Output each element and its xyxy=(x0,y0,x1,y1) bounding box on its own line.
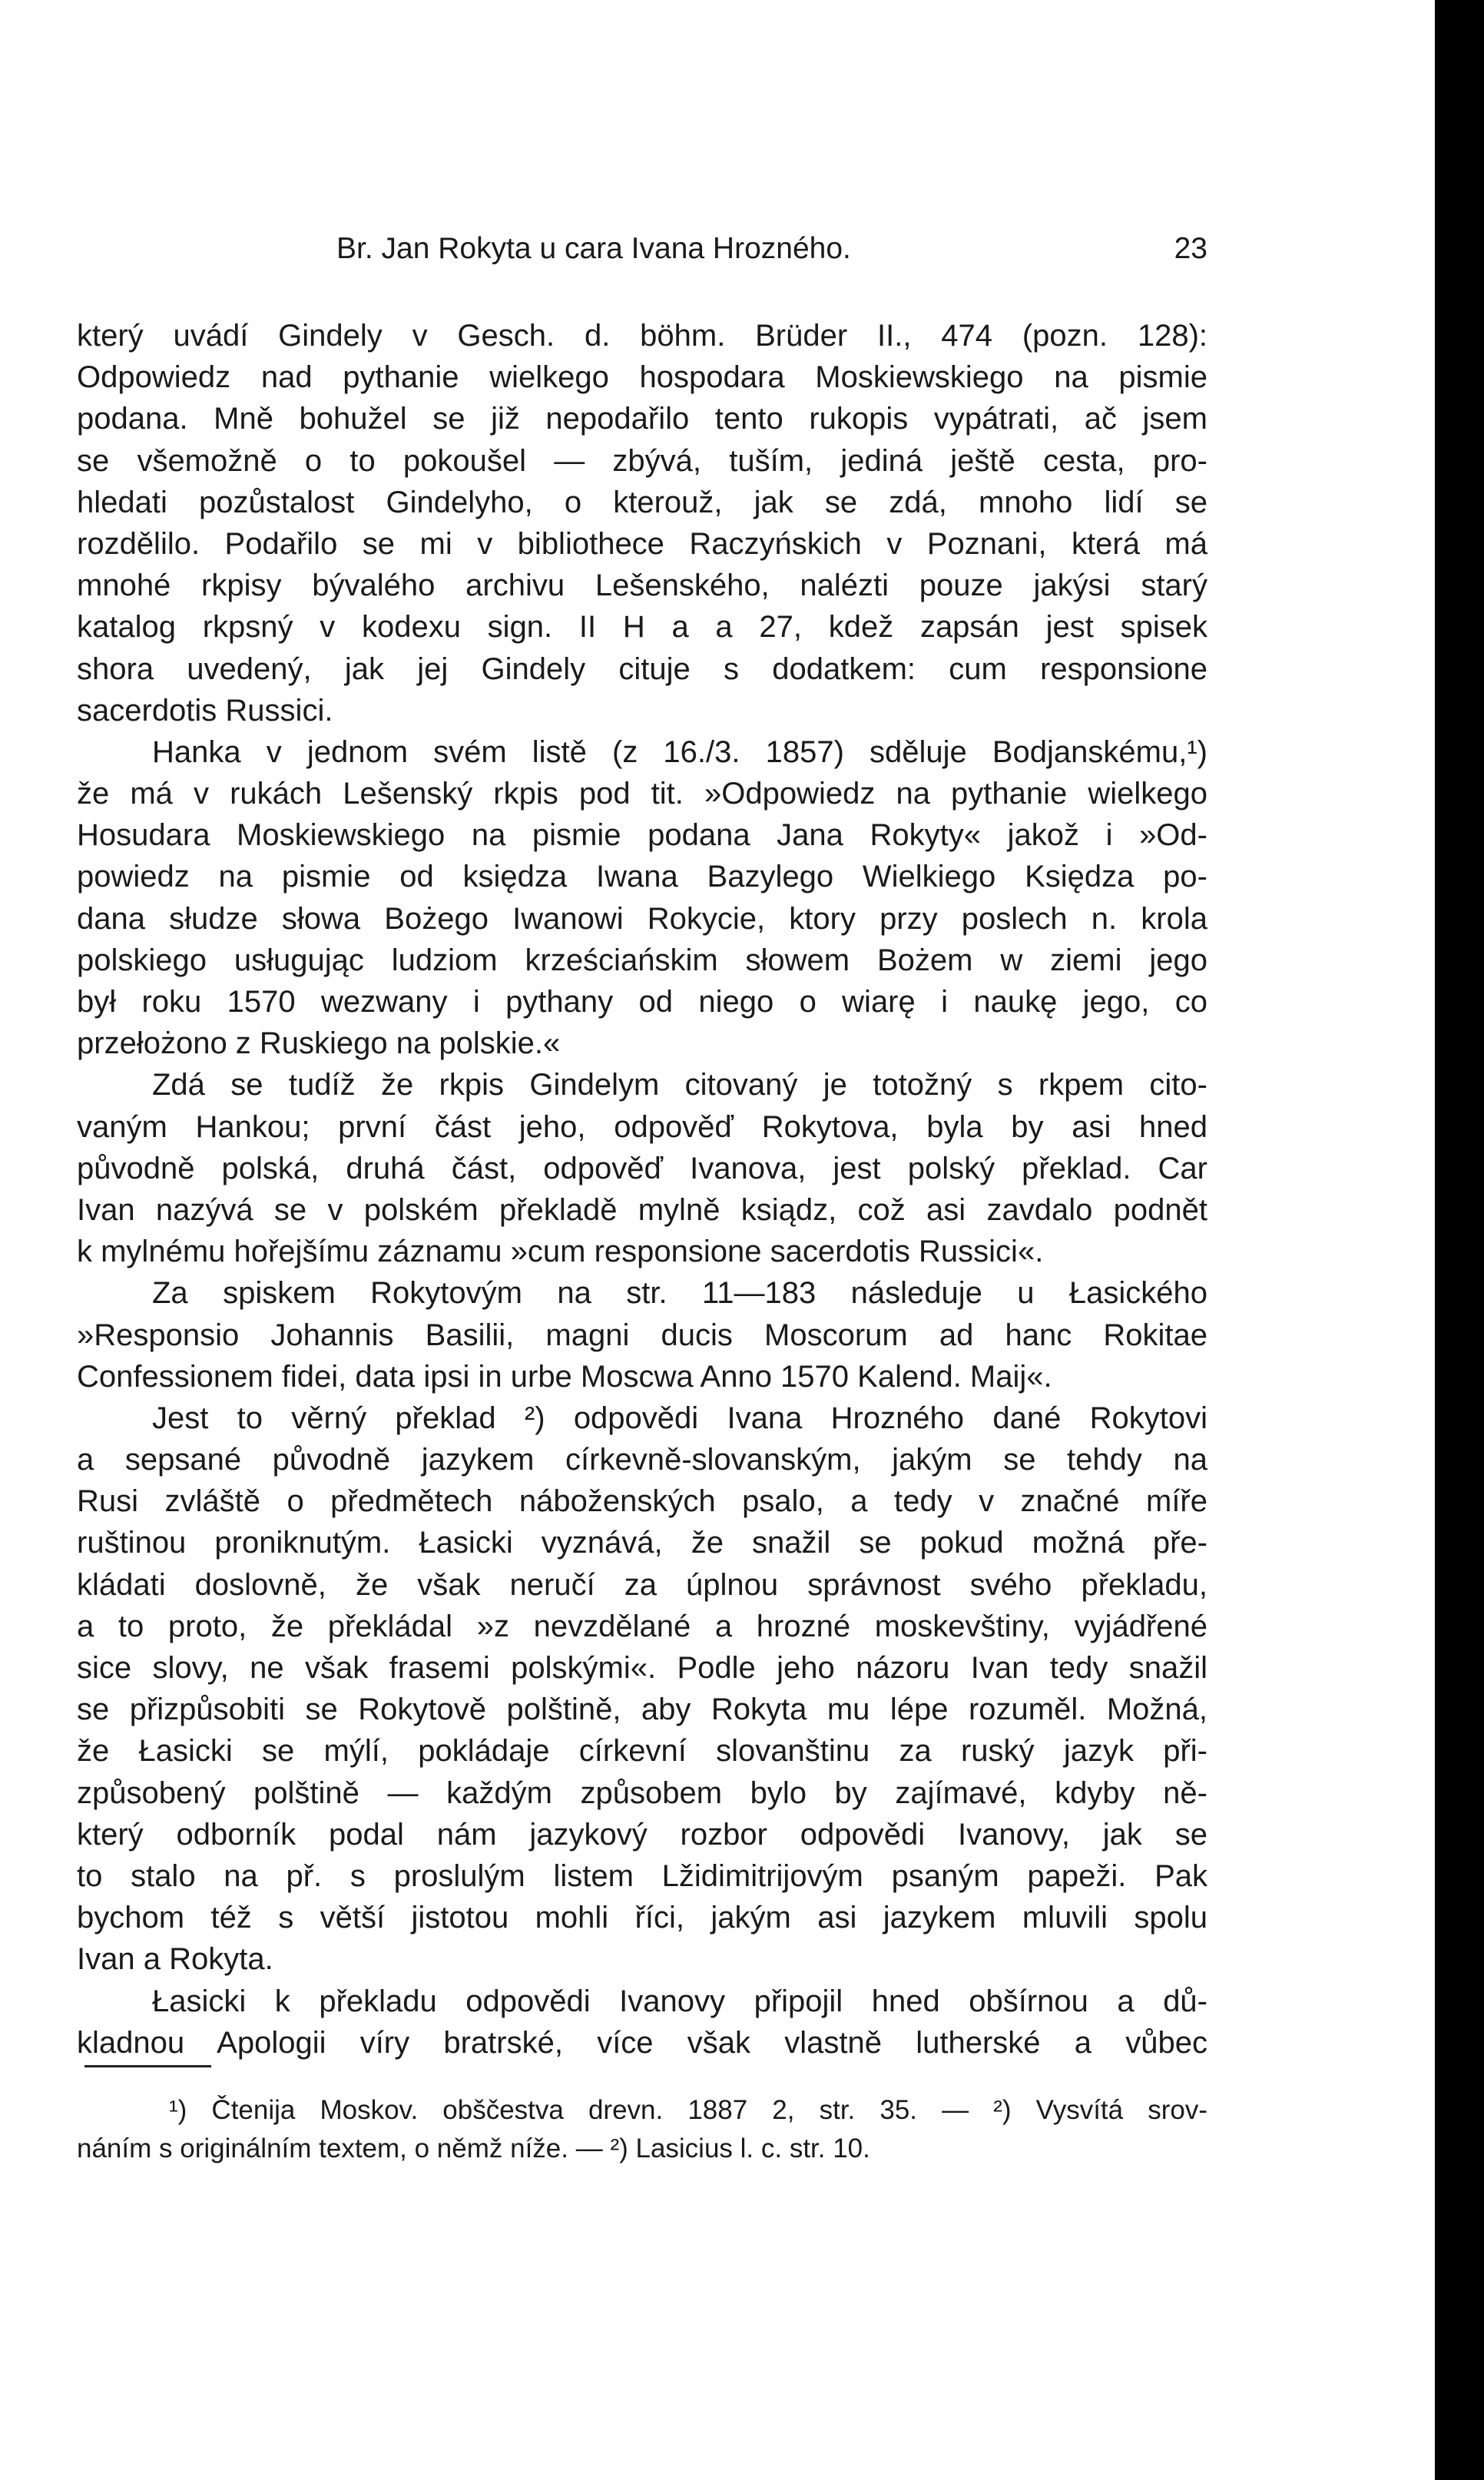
footnote-line: ¹) Čtenija Moskov. obščestva drevn. 1887 2, str. 35. — ²) Vysvítá srov- xyxy=(169,2095,1207,2125)
text-line: který odborník podal nám jazykový rozbor odpovědi Ivanovy, jak se xyxy=(77,1817,1207,1852)
text-line: který uvádí Gindely v Gesch. d. böhm. Brüder II., 474 (pozn. 128): xyxy=(77,319,1207,353)
text-line: způsobený polštině — každým způsobem bylo by zajímavé, kdyby ně- xyxy=(77,1775,1207,1810)
text-line: katalog rkpsný v kodexu sign. II H a a 27, kdež zapsán jest spisek xyxy=(77,610,1207,645)
text-line: Odpowiedz nad pythanie wielkego hospodara Moskiewskiego na pismie xyxy=(77,360,1207,395)
text-line: dana słudze słowa Bożego Iwanowi Rokycie, ktory przy poslech n. krola xyxy=(77,901,1207,936)
footnote-line: náním s originálním textem, o němž níže. — ²) Lasicius l. c. str. 10. xyxy=(77,2134,870,2163)
page-number: 23 xyxy=(1174,232,1207,265)
text-line: sacerdotis Russici. xyxy=(77,693,333,728)
text-line: že má v rukách Lešenský rkpis pod tit. »Odpowiedz na pythanie wielkego xyxy=(77,777,1207,811)
text-line: przełożono z Ruskiego na polskie.« xyxy=(77,1026,561,1061)
text-line: Rusi zvláště o předmětech náboženských psalo, a tedy v značné míře xyxy=(77,1484,1207,1519)
text-line: shora uvedený, jak jej Gindely cituje s dodatkem: cum responsione xyxy=(77,651,1207,686)
text-line: Hanka v jednom svém listě (z 16./3. 1857) sděluje Bodjanskému,¹) xyxy=(152,734,1207,769)
text-line: a sepsané původně jazykem církevně-slovanským, jakým se tehdy na xyxy=(77,1443,1207,1477)
text-line: ruštinou proniknutým. Łasicki vyznává, že snažil se pokud možná pře- xyxy=(77,1526,1207,1560)
text-line: Łasicki k překladu odpovědi Ivanovy připojil hned obšírnou a dů- xyxy=(152,1984,1207,2018)
text-line: Za spiskem Rokytovým na str. 11—183 následuje u Łasického xyxy=(152,1276,1207,1311)
footnote-divider xyxy=(84,2065,211,2067)
text-line: mnohé rkpisy bývalého archivu Lešenského, nalézti pouze jakýsi starý xyxy=(77,569,1207,603)
text-line: původně polská, druhá část, odpověď Ivanova, jest polský překlad. Car xyxy=(77,1151,1207,1185)
text-line: se přizpůsobiti se Rokytově polštině, aby Rokyta mu lépe rozuměl. Možná, xyxy=(77,1693,1207,1727)
text-line: Zdá se tudíž že rkpis Gindelym citovaný je totožný s rkpem cito- xyxy=(152,1068,1207,1102)
text-line: se všemožně o to pokoušel — zbývá, tuším, jediná ještě cesta, pro- xyxy=(77,443,1207,478)
text-line: Jest to věrný překlad ²) odpovědi Ivana Hrozného dané Rokytovi xyxy=(152,1401,1207,1435)
footnotes xyxy=(77,2091,1207,2168)
running-header xyxy=(77,232,1207,266)
text-line: był roku 1570 wezwany i pythany od niego o wiarę i naukę jego, co xyxy=(77,985,1207,1019)
text-line: powiedz na pismie od księdza Iwana Bazylego Wielkiego Księdza po- xyxy=(77,860,1207,894)
text-line: kladnou Apologii víry bratrské, více však vlastně lutherské a vůbec xyxy=(77,2025,1207,2060)
text-line: Confessionem fidei, data ipsi in urbe Moscwa Anno 1570 Kalend. Maij«. xyxy=(77,1359,1052,1394)
running-title: Br. Jan Rokyta u cara Ivana Hrozného. xyxy=(336,232,851,265)
text-line: Hosudara Moskiewskiego na pismie podana Jana Rokyty« jakož i »Od- xyxy=(77,818,1207,853)
text-line: že Łasicki se mýlí, pokládaje církevní slovanštinu za ruský jazyk při- xyxy=(77,1734,1207,1769)
text-line: rozdělilo. Podařilo se mi v bibliothece Raczyńskich v Poznani, která má xyxy=(77,526,1207,561)
text-line: Ivan nazývá se v polském překladě mylně ksiądz, což asi zavdalo podnět xyxy=(77,1192,1207,1227)
text-line: to stalo na př. s proslulým listem Lžidimitrijovým psaným papeži. Pak xyxy=(77,1858,1207,1893)
text-line: k mylnému hořejšímu záznamu »cum responsione sacerdotis Russici«. xyxy=(77,1235,1044,1269)
text-line: Ivan a Rokyta. xyxy=(77,1942,273,1977)
text-line: hledati pozůstalost Gindelyho, o kterouž, jak se zdá, mnoho lidí se xyxy=(77,485,1207,519)
text-line: sice slovy, ne však frasemi polskými«. Podle jeho názoru Ivan tedy snažil xyxy=(77,1651,1207,1685)
text-line: kládati doslovně, že však neručí za úplnou správnost svého překladu, xyxy=(77,1567,1207,1602)
text-line: bychom též s větší jistotou mohli říci, jakým asi jazykem mluvili spolu xyxy=(77,1901,1207,1935)
body-text xyxy=(77,315,1207,2064)
text-line: polskiego usługując ludziom krześciańskim słowem Bożem w ziemi jego xyxy=(77,943,1207,977)
text-line: podana. Mně bohužel se již nepodařilo tento rukopis vypátrati, ač jsem xyxy=(77,402,1207,436)
text-line: vaným Hankou; první část jeho, odpověď Rokytova, byla by asi hned xyxy=(77,1109,1207,1144)
text-line: a to proto, že překládal »z nevzdělané a hrozné moskevštiny, vyjádřené xyxy=(77,1609,1207,1643)
text-line: »Responsio Johannis Basilii, magni ducis Moscorum ad hanc Rokitae xyxy=(77,1318,1207,1352)
